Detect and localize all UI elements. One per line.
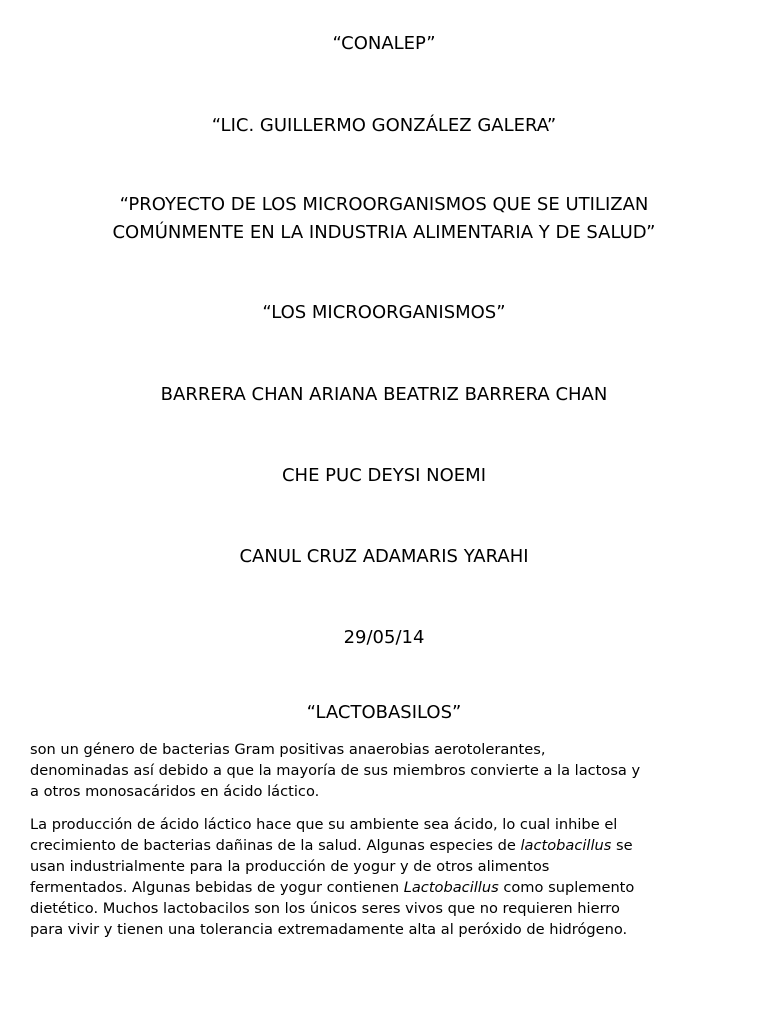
paragraph-1-line: son un género de bacterias Gram positivas anaerobias aerotolerantes, [30,741,546,758]
section-title: “LACTOBASILOS” [306,702,462,723]
paragraph-1-line: denominadas así debido a que la mayoría de sus miembros convierte a la lactosa y [30,762,641,779]
author-3: CANUL CRUZ ADAMARIS YARAHI [239,546,529,567]
project-title-line-1: “PROYECTO DE LOS MICROORGANISMOS QUE SE UTILIZAN [119,194,649,215]
paragraph-2-line: La producción de ácido láctico hace que su ambiente sea ácido, lo cual inhibe el [30,816,618,833]
project-title [0,191,768,247]
campus-name: “LIC. GUILLERMO GONZÁLEZ GALERA” [211,115,557,136]
date: 29/05/14 [343,627,425,648]
project-title-line-2: COMÚNMENTE EN LA INDUSTRIA ALIMENTARIA Y DE SALUD” [112,222,656,243]
paragraph-2-line [30,877,742,898]
text-run: se [611,837,633,854]
genus-name-italic: Lactobacillus [403,879,499,896]
text-run: crecimiento de bacterias dañinas de la salud. Algunas especies de [30,837,521,854]
paragraph-1-line: a otros monosacáridos en ácido láctico. [30,783,320,800]
author-1: BARRERA CHAN ARIANA BEATRIZ BARRERA CHAN [160,384,608,405]
school-name: “CONALEP” [332,33,436,54]
paragraph-1 [30,739,742,802]
paragraph-2 [30,814,742,940]
paragraph-2-line: usan industrialmente para la producción de yogur y de otros alimentos [30,858,550,875]
paragraph-2-line: para vivir y tienen una tolerancia extremadamente alta al peróxido de hidrógeno. [30,921,628,938]
paragraph-2-line [30,835,742,856]
text-run: como suplemento [498,879,635,896]
text-run: fermentados. Algunas bebidas de yogur contienen [30,879,404,896]
topic-title: “LOS MICROORGANISMOS” [262,302,506,323]
paragraph-2-line: dietético. Muchos lactobacilos son los únicos seres vivos que no requieren hierro [30,900,620,917]
author-2: CHE PUC DEYSI NOEMI [281,465,487,486]
genus-name-italic: lactobacillus [520,837,612,854]
